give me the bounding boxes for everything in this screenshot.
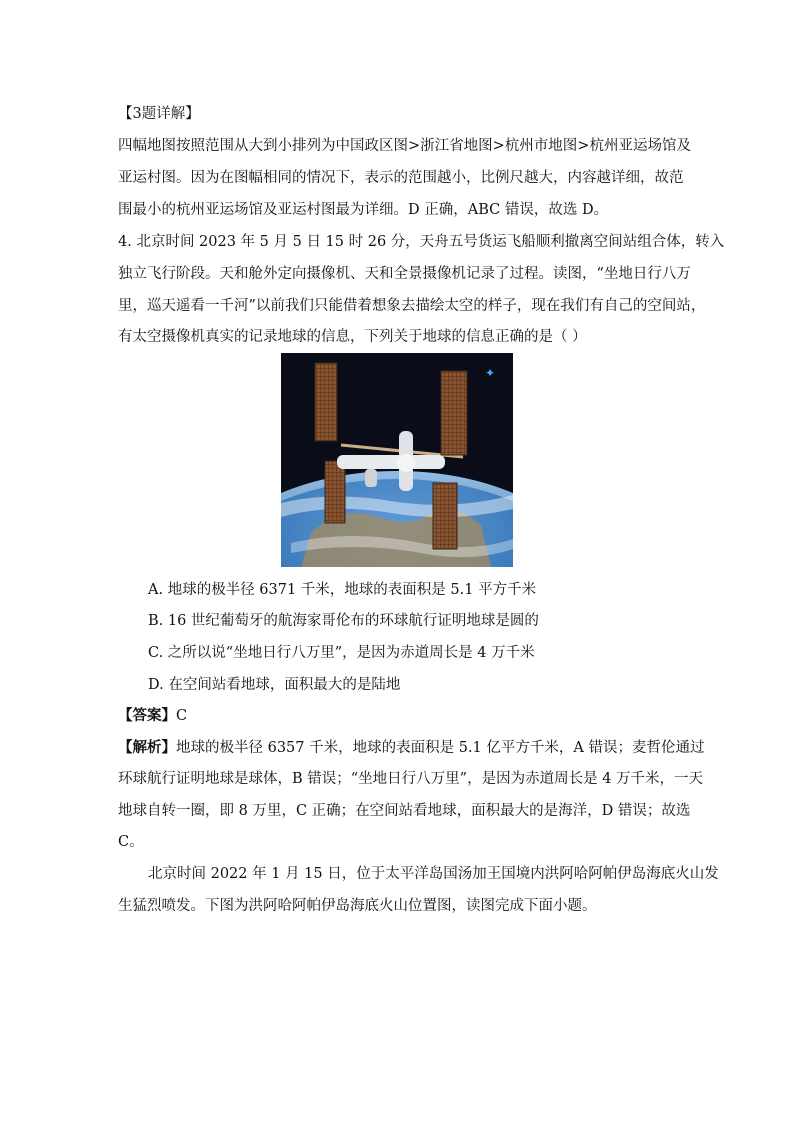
core-module [337,455,445,469]
cargo-ship [365,469,377,487]
analysis-line-4: C。 [118,834,144,850]
q3-line-3: 围最小的杭州亚运场馆及亚运村图最为详细。D 正确，ABC 错误，故选 D。 [118,202,609,218]
q3-header: 【3题详解】 [118,106,200,122]
option-a: A. 地球的极半径 6371 千米，地球的表面积是 5.1 平方千米 [148,582,537,598]
answer-line [118,706,187,726]
solar-panel-top-right [441,371,467,455]
q4-line-3: 里，巡天遥看一千河”以前我们只能借着想象去描绘太空的样子，现在我们有自己的空间站， [118,298,706,314]
q4-line-4: 有太空摄像机真实的记录地球的信息，下列关于地球的信息正确的是（ ） [118,329,587,345]
answer-label: 【答案】 [118,707,176,724]
analysis-line-3: 地球自转一圈，即 8 万里，C 正确；在空间站看地球，面积最大的是海洋，D 错误；故选 [118,803,691,819]
solar-panel-top-left [315,363,337,441]
option-b: B. 16 世纪葡萄牙的航海家哥伦布的环球航行证明地球是圆的 [148,613,539,629]
analysis-label: 【解析】 [118,739,176,756]
q4-line-2: 独立飞行阶段。天和舱外定向摄像机、天和全景摄像机记录了过程。读图，“坐地日行八万 [118,266,691,282]
analysis-text-1: 地球的极半径 6357 千米，地球的表面积是 5.1 亿平方千米，A 错误；麦哲伦通过 [176,740,705,756]
solar-panel-bottom-right [433,483,457,549]
space-station-photo [281,353,513,567]
q3-line-1: 四幅地图按照范围从大到小排列为中国政区图>浙江省地图>杭州市地图>杭州亚运场馆及 [118,138,691,154]
option-c: C. 之所以说“坐地日行八万里”，是因为赤道周长是 4 万千米 [148,645,535,661]
q3-line-2: 亚运村图。因为在图幅相同的情况下，表示的范围越小，比例尺越大，内容越详细，故范 [118,170,684,186]
analysis-line-1 [118,738,704,758]
next-para-line-1: 北京时间 2022 年 1 月 15 日，位于太平洋岛国汤加王国境内洪阿哈阿帕伊岛海底火山发 [148,866,719,882]
option-d: D. 在空间站看地球，面积最大的是陆地 [148,677,401,693]
solar-panel-bottom-left [325,461,345,523]
analysis-line-2: 环球航行证明地球是球体，B 错误；“坐地日行八万里”，是因为赤道周长是 4 万千米，一天 [118,771,704,787]
answer-value: C [176,708,188,724]
agency-logo-mark: ✦ [485,366,496,380]
q4-line-1: 4. 北京时间 2023 年 5 月 5 日 15 时 26 分，天舟五号货运飞船顺利撤离空间站组合体，转入 [118,234,725,250]
next-para-line-2: 生猛烈喷发。下图为洪阿哈阿帕伊岛海底火山位置图，读图完成下面小题。 [118,898,597,914]
node-hub [397,454,415,472]
